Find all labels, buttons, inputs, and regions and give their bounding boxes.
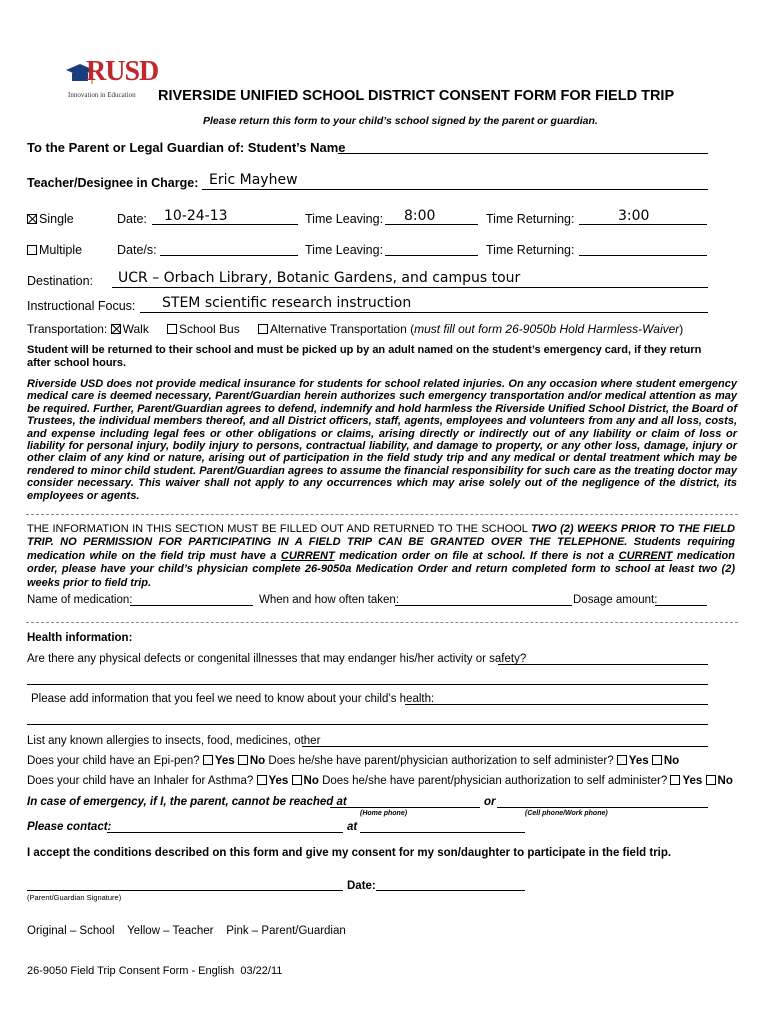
inhaler-row [27,775,733,787]
cell-phone-field[interactable] [497,807,708,808]
contact-phone-field[interactable] [360,832,525,833]
add-info-field[interactable] [405,704,708,705]
health-heading: Health information: [27,632,133,644]
alt-transport-note: must fill out form 26-9050b Hold Harmless-Waiver [414,322,680,336]
inhaler-yes-label: Yes [268,775,289,787]
guardian-label: To the Parent or Legal Guardian of: Student’s Name [27,140,346,155]
epipen-self-admin-question: Does he/she have parent/physician authorization to self administer? [268,755,614,767]
time-returning-field-2[interactable] [579,255,707,256]
logo-tagline: Innovation in Education [68,91,136,99]
teacher-value: Eric Mayhew [209,172,298,188]
epipen-self-no-checkbox[interactable] [652,755,662,765]
defects-field[interactable] [498,664,708,665]
time-returning-field[interactable] [579,224,707,225]
multiple-label: Multiple [39,243,83,257]
teacher-field[interactable] [202,189,708,190]
dosage-label: Dosage amount: [573,594,658,606]
focus-label: Instructional Focus: [27,299,136,313]
home-phone-caption: (Home phone) [360,810,408,817]
inhaler-self-yes-label: Yes [682,775,703,787]
destination-label: Destination: [27,274,94,288]
multiple-checkbox[interactable] [27,245,37,255]
defects-question: Are there any physical defects or congenital illnesses that may endanger his/her activity or safety? [27,653,527,665]
section-intro-plain: THE INFORMATION IN THIS SECTION MUST BE FILLED OUT AND RETURNED TO THE SCHOOL [27,523,528,535]
inhaler-self-no-label: No [717,775,733,787]
epipen-row [27,755,679,767]
transport-label: Transportation: [27,322,108,336]
teacher-label: Teacher/Designee in Charge: [27,176,199,190]
signature-date-field[interactable] [376,890,525,891]
allergies-field[interactable] [302,746,708,747]
time-leaving-label-2: Time Leaving: [305,243,384,257]
form-subtitle: Please return this form to your child’s school signed by the parent or guardian. [203,115,598,127]
accept-text: I accept the conditions described on this form and give my consent for my son/daughter to participate in the field trip. [27,847,672,859]
date-label: Date: [117,212,147,226]
epipen-yes-label: Yes [214,755,235,767]
time-returning-value: 3:00 [618,208,650,224]
inhaler-no-checkbox[interactable] [292,775,302,785]
med-name-field[interactable] [130,605,253,606]
current-word-2: CURRENT [618,549,673,562]
inhaler-yes-checkbox[interactable] [257,775,267,785]
inhaler-self-admin-question: Does he/she have parent/physician authorization to self administer? [322,775,668,787]
dosage-field[interactable] [655,605,707,606]
signature-field[interactable] [27,890,343,891]
inhaler-no-label: No [303,775,319,787]
section-intro-bold2: medication order on file at school. If there is not a [339,549,615,562]
inhaler-self-no-checkbox[interactable] [706,775,716,785]
inhaler-question: Does your child have an Inhaler for Asthma? [27,775,254,787]
inhaler-self-yes-checkbox[interactable] [670,775,680,785]
bus-checkbox[interactable] [167,324,177,334]
insurance-paragraph: Riverside USD does not provide medical insurance for students for school related injuries. On any occasion where student emergency medical care is deemed necessary, Parent/Guardian herein authorizes such emergency transportation and/or medical attention as may be required. Further, Parent/Guardian agrees to defend, indemnify and hold harmless the Riverside Unified School District, the Board of Trustees, the individual members thereof, and all District officers, staff, agents, employees and volunteers from any and all loss, costs, and expense including legal fees or other obligations or claims, arising directly or indirectly out of any liability or claim of loss or liability for personal injury, bodily injury to persons, contractual liability, and damage to property, or any other loss, damage, injury or other claim of any kind or nature, arising out of participation in the field study trip and any medical or dental treatment which may be rendered to minor child student. Parent/Guardian agrees to assume the financial responsibility for such care as the treating doctor may consider necessary. This waiver shall not apply to any occurrences which may arise solely out of the negligence of the district, its employees or agents. [27,378,737,502]
date-value: 10-24-13 [164,208,228,224]
or-label: or [484,796,496,808]
return-notice: Student will be returned to their school and must be picked up by an adult named on the student’s emergency card, if they return after school hours. [27,344,702,369]
district-logo [64,56,160,106]
bus-label: School Bus [179,322,240,336]
alt-transport-label: Alternative Transportation ( [270,322,415,336]
epipen-self-yes-checkbox[interactable] [617,755,627,765]
time-leaving-label: Time Leaving: [305,212,384,226]
add-info-field-2[interactable] [27,724,708,725]
med-name-label: Name of medication: [27,594,133,606]
section-intro [27,523,735,590]
epipen-yes-checkbox[interactable] [203,755,213,765]
at-label: at [347,821,358,833]
cell-phone-caption: (Cell phone/Work phone) [525,810,608,817]
allergies-question: List any known allergies to insects, food, medicines, other [27,735,321,747]
add-info-question: Please add information that you feel we need to know about your child’s health: [31,693,435,705]
alt-transport-checkbox[interactable] [258,324,268,334]
dates-field[interactable] [160,255,298,256]
signature-caption: (Parent/Guardian Signature) [27,893,122,902]
defects-field-2[interactable] [27,684,708,685]
current-word-1: CURRENT [280,549,335,562]
copy-distribution: Original – School Yellow – Teacher Pink – Parent/Guardian [27,925,346,937]
focus-value: STEM scientific research instruction [162,295,412,311]
time-leaving-field-2[interactable] [385,255,478,256]
emergency-label: In case of emergency, if I, the parent, cannot be reached at [27,796,347,808]
med-when-label: When and how often taken: [259,594,400,606]
section-intro-bold3: medication order, please have your child’s physician complete 26-9050a Medication Order and return completed form to school at least two (2) weeks prior to field trip. [27,549,735,589]
dates-label: Date/s: [117,243,157,257]
destination-field[interactable] [112,287,708,288]
logo-text: RUSD [86,56,159,87]
single-checkbox[interactable] [27,214,37,224]
section-divider-2 [26,622,738,623]
single-label: Single [39,212,74,226]
epipen-no-checkbox[interactable] [238,755,248,765]
contact-name-field[interactable] [107,832,343,833]
contact-label: Please contact: [27,821,112,833]
epipen-self-no-label: No [663,755,680,767]
epipen-no-label: No [249,755,266,767]
date-field[interactable] [152,224,298,225]
med-when-field[interactable] [395,605,572,606]
time-leaving-value: 8:00 [404,208,436,224]
walk-label: Walk [122,322,149,336]
time-leaving-field[interactable] [385,224,478,225]
walk-checkbox[interactable] [111,324,121,334]
section-divider [26,514,738,515]
alt-transport-close: ) [679,322,684,336]
date-sig-label: Date: [347,880,376,892]
section-intro-bold1: TWO (2) WEEKS PRIOR TO THE FIELD TRIP. NO PERMISSION FOR PARTICIPATING IN A FIELD TRIP CAN BE GRANTED OVER THE TELEPHONE. Students requiring medication while on the field trip must have a [27,523,735,562]
form-title: RIVERSIDE UNIFIED SCHOOL DISTRICT CONSENT FORM FOR FIELD TRIP [158,88,675,104]
form-footer: 26-9050 Field Trip Consent Form - English 03/22/11 [27,965,283,977]
epipen-question: Does your child have an Epi-pen? [27,755,200,767]
destination-value: UCR – Orbach Library, Botanic Gardens, and campus tour [118,270,521,286]
home-phone-field[interactable] [330,807,480,808]
epipen-self-yes-label: Yes [628,755,649,767]
time-returning-label: Time Returning: [486,212,575,226]
focus-field[interactable] [140,312,708,313]
student-name-field[interactable] [338,153,708,154]
time-returning-label-2: Time Returning: [486,243,575,257]
